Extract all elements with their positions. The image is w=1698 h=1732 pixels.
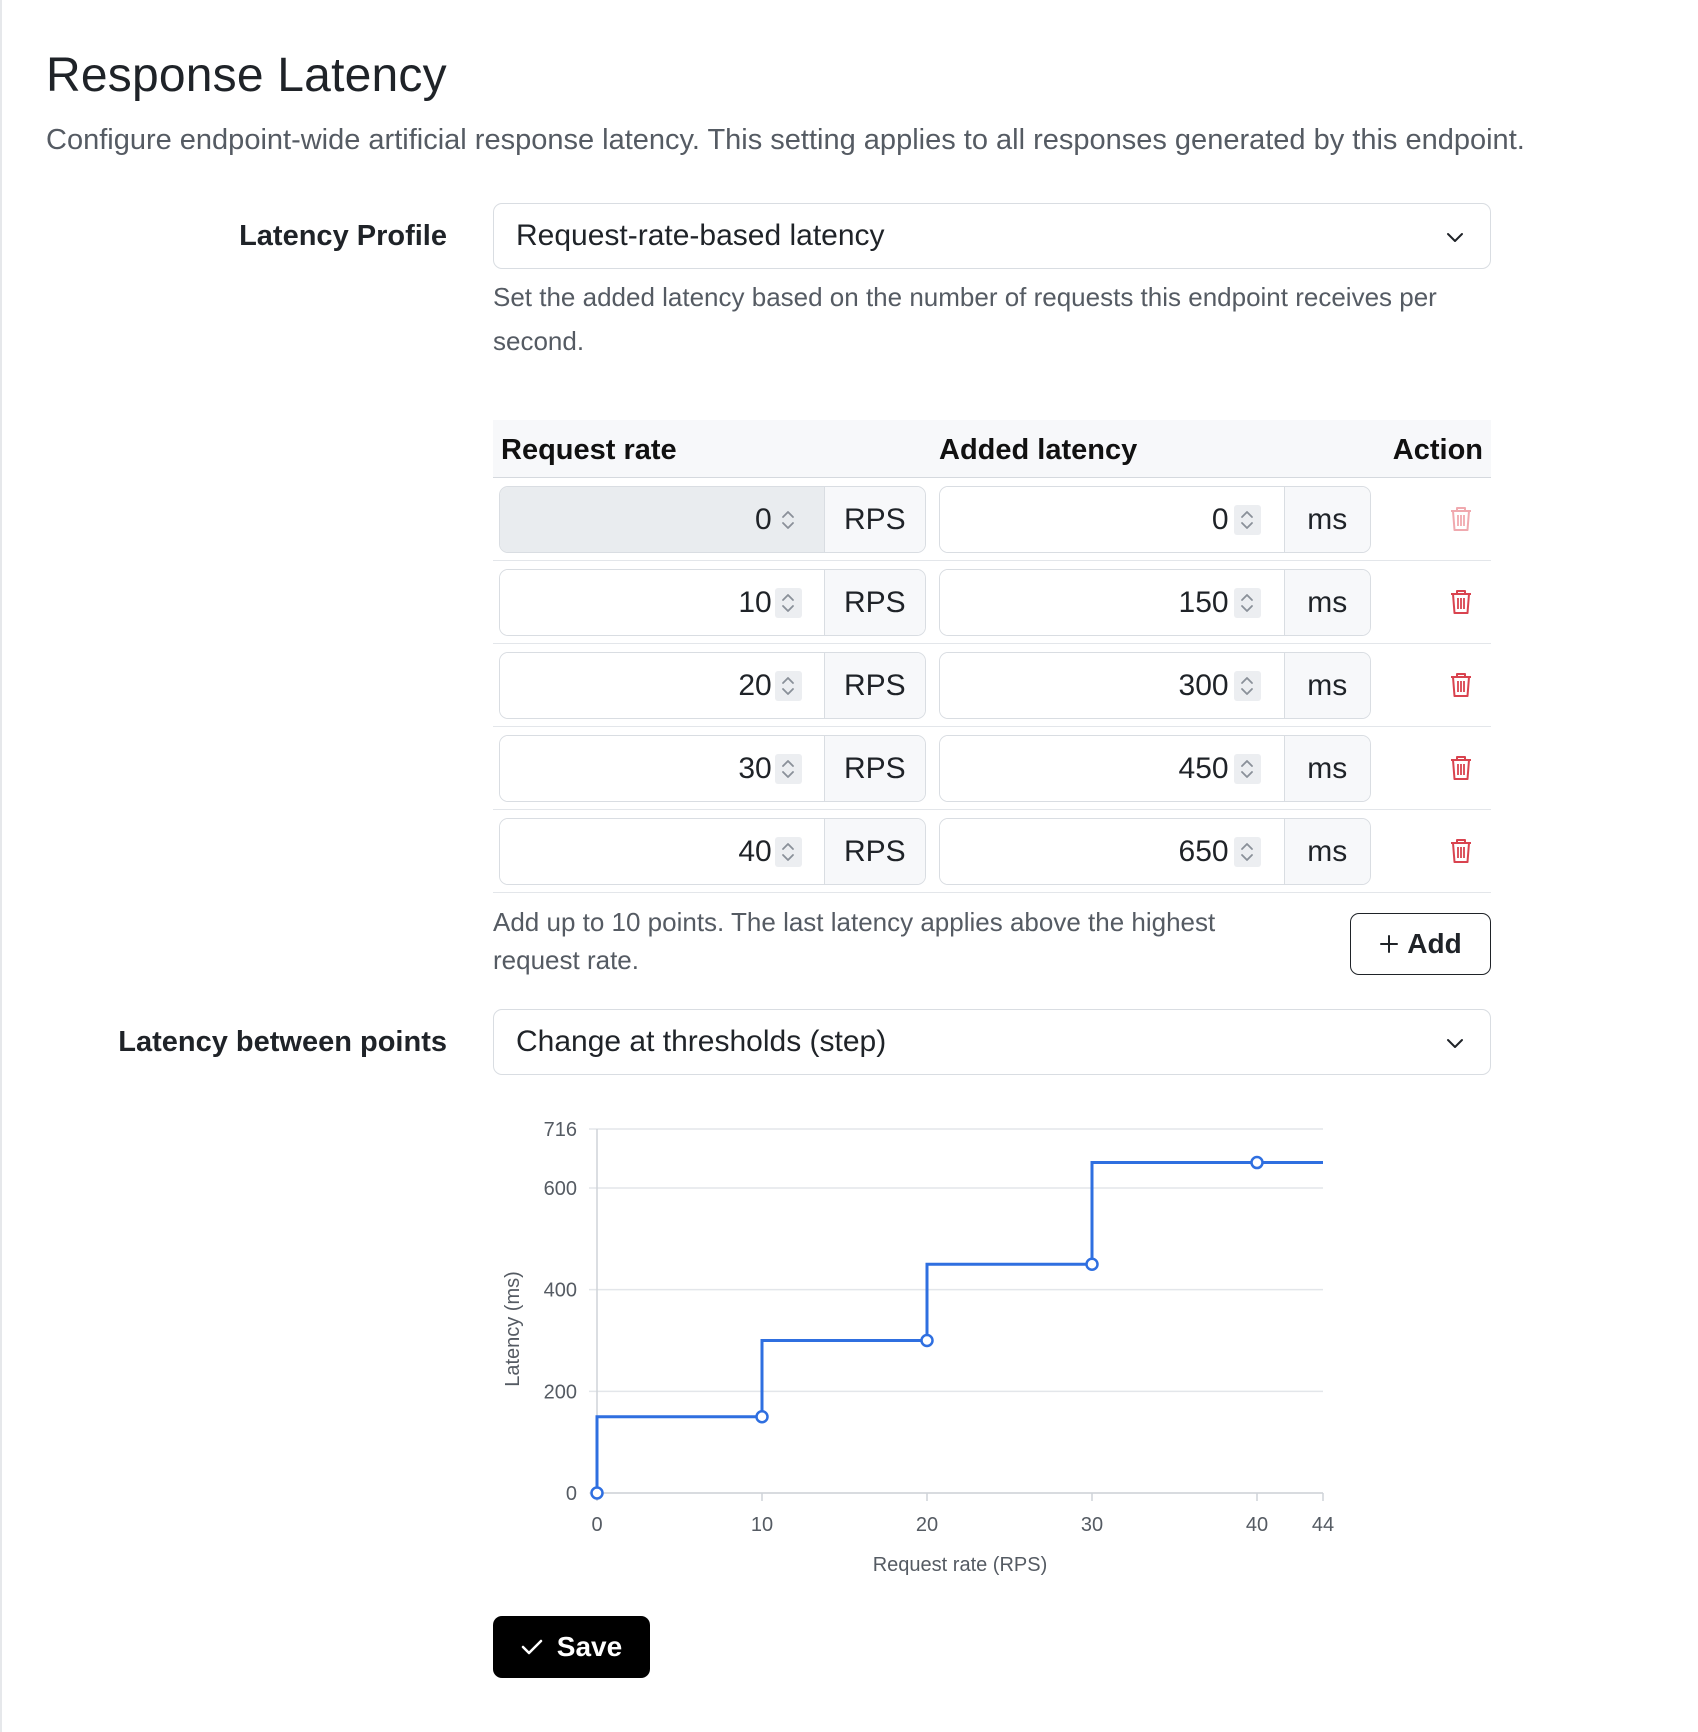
trash-icon [1448,505,1474,533]
request-rate-value: 0 [755,503,772,536]
request-rate-input-group [499,486,926,553]
data-point [1087,1259,1098,1270]
x-axis-label: Request rate (RPS) [872,1554,1048,1576]
stepper-icon[interactable] [775,837,802,867]
latency-value: 150 [1178,586,1229,619]
stepper-icon [775,505,802,535]
latency-input-group [939,818,1371,885]
latency-value: 450 [1178,752,1229,785]
ms-unit: ms [1284,487,1370,552]
request-rate-input-group [499,735,926,802]
y-tick-label: 0 [565,1483,577,1505]
chevron-down-icon [1446,228,1464,246]
latency-input-group [939,652,1371,719]
page-title: Response Latency [46,49,447,102]
y-tick-label: 400 [543,1279,577,1302]
x-tick-label: 44 [1311,1514,1335,1536]
latency-profile-label: Latency Profile [239,220,447,252]
check-icon [521,1638,543,1656]
ms-unit: ms [1284,736,1370,801]
table-row [493,727,1491,810]
y-axis-label: Latency (ms) [502,1271,524,1387]
request-rate-input-group [499,652,926,719]
latency-input-group [939,569,1371,636]
latency-input[interactable] [940,570,1284,635]
save-button[interactable] [493,1616,650,1678]
request-rate-input [500,487,824,552]
rps-unit: RPS [824,819,925,884]
latency-input[interactable] [940,487,1284,552]
table-row [493,644,1491,727]
points-help: Add up to 10 points. The last latency applies above the highest request rate. [493,907,1216,975]
series-line [597,1163,1323,1493]
chevron-down-icon [1446,1034,1464,1052]
stepper-icon[interactable] [775,671,802,701]
latency-value: 0 [1211,503,1229,536]
save-label: Save [556,1631,623,1662]
data-point [592,1488,603,1499]
latency-input-group [939,735,1371,802]
points-table-header [493,420,1491,478]
trash-icon[interactable] [1448,754,1474,782]
x-tick-label: 20 [915,1514,939,1536]
stepper-icon[interactable] [1234,754,1261,784]
x-tick-label: 30 [1080,1514,1104,1536]
column-action: Action [1392,434,1483,466]
request-rate-input[interactable] [500,736,824,801]
stepper-icon[interactable] [775,588,802,618]
rps-unit: RPS [824,653,925,718]
latency-input[interactable] [940,819,1284,884]
column-added-latency: Added latency [939,434,1138,466]
interpolation-value: Change at thresholds (step) [516,1025,887,1058]
ms-unit: ms [1284,819,1370,884]
stepper-icon[interactable] [1234,671,1261,701]
add-point-label: Add [1407,928,1462,959]
trash-icon[interactable] [1448,671,1474,699]
request-rate-value: 30 [738,752,772,785]
x-tick-label: 0 [591,1514,603,1536]
request-rate-input-group [499,569,926,636]
latency-profile-value: Request-rate-based latency [516,219,885,252]
add-point-button[interactable] [1350,913,1491,975]
request-rate-value: 40 [738,835,772,868]
x-tick-label: 10 [750,1514,774,1536]
latency-profile-select[interactable] [493,203,1491,269]
y-tick-label: 200 [543,1381,577,1404]
request-rate-input[interactable] [500,819,824,884]
data-point [757,1411,768,1422]
table-row [493,478,1491,561]
request-rate-value: 20 [738,669,772,702]
page-description: Configure endpoint-wide artificial response latency. This setting applies to all responses generated by this endpoint. [46,124,1525,156]
rps-unit: RPS [824,570,925,635]
stepper-icon[interactable] [1234,837,1261,867]
request-rate-input-group [499,818,926,885]
x-tick-label: 40 [1245,1514,1269,1536]
latency-value: 300 [1178,669,1229,702]
stepper-icon[interactable] [775,754,802,784]
plus-icon [1379,934,1399,954]
stepper-icon[interactable] [1234,588,1261,618]
request-rate-input[interactable] [500,570,824,635]
trash-icon[interactable] [1448,837,1474,865]
ms-unit: ms [1284,570,1370,635]
column-request-rate: Request rate [501,434,677,466]
rps-unit: RPS [824,487,925,552]
table-row [493,561,1491,644]
request-rate-input[interactable] [500,653,824,718]
y-tick-label: 716 [543,1119,577,1141]
left-border [0,0,2,1732]
rps-unit: RPS [824,736,925,801]
y-tick-label: 600 [543,1177,577,1200]
latency-value: 650 [1178,835,1229,868]
request-rate-value: 10 [738,586,772,619]
latency-input[interactable] [940,653,1284,718]
ms-unit: ms [1284,653,1370,718]
latency-step-chart [493,1105,1353,1585]
data-point [922,1335,933,1346]
interpolation-select[interactable] [493,1009,1491,1075]
interpolation-label: Latency between points [118,1026,447,1058]
table-row [493,810,1491,893]
latency-input[interactable] [940,736,1284,801]
stepper-icon[interactable] [1234,505,1261,535]
data-point [1252,1157,1263,1168]
latency-input-group [939,486,1371,553]
trash-icon[interactable] [1448,588,1474,616]
latency-profile-help: Set the added latency based on the number of requests this endpoint receives per second. [493,282,1437,356]
